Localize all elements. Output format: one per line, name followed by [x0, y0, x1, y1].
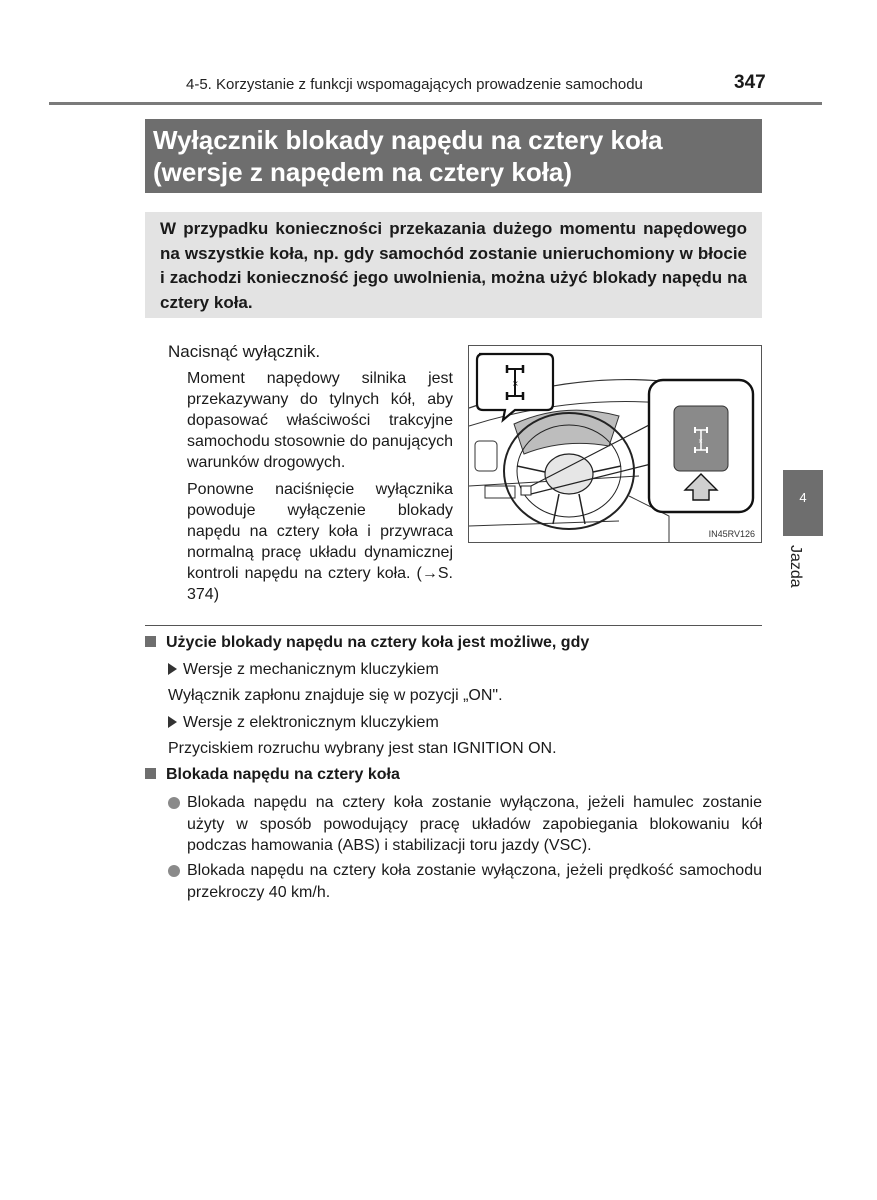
dashboard-illustration	[468, 345, 762, 543]
square-marker-icon	[145, 768, 156, 779]
step-title: Nacisnąć wyłącznik.	[168, 342, 321, 361]
section-rule	[145, 625, 762, 626]
list-item-text: Blokada napędu na cztery koła zostanie wyłączona, jeżeli hamulec zostanie użyty w sposób powodujący pracę układów zapobiegania blokowaniu kół podczas hamowania (ABS) i stabilizacji toru jazdy (VSC).	[187, 794, 762, 854]
section-heading-1	[145, 634, 589, 652]
version-line-electronic	[168, 714, 439, 732]
triangle-marker-icon	[168, 663, 177, 675]
header-rule	[49, 102, 822, 105]
section-heading-1-text: Użycie blokady napędu na cztery koła jest możliwe, gdy	[166, 634, 590, 651]
bullet-dot-icon	[168, 797, 180, 809]
section-title	[145, 119, 762, 193]
bullet-dot-icon	[168, 865, 180, 877]
dashboard-drawing	[469, 346, 762, 543]
list-item	[168, 792, 762, 857]
figure-code: IN45RV126	[708, 529, 755, 539]
version-line-mechanical	[168, 661, 439, 679]
step-paragraph-2: Ponowne naciśnięcie wyłącznika powoduje wyłączenie blokady napędu na cztery koła i przywraca normalną pracę układu dynamicznej kontroli napędu na cztery koła. (→S. 374)	[187, 481, 453, 603]
version-electronic-text: Wersje z elektronicznym kluczykiem	[183, 714, 439, 731]
title-line-2: (wersje z napędem na cztery koła)	[153, 157, 573, 187]
square-marker-icon	[145, 636, 156, 647]
step-paragraph-1: Moment napędowy silnika jest przekazywany do tylnych kół, aby dopasować właściwości trakcyjne samochodu stosownie do panujących warunków drogowych.	[187, 370, 453, 471]
chapter-tab: 4	[783, 470, 823, 536]
intro-box: W przypadku konieczności przekazania dużego momentu napędowego na wszystkie koła, np. gdy samochód zostanie unieruchomiony w błocie i zachodzi konieczność jego uwolnienia, można użyć blokady napędu na cztery koła.	[145, 212, 762, 318]
condition-line-1: Wyłącznik zapłonu znajduje się w pozycji „ON".	[168, 687, 503, 704]
triangle-marker-icon	[168, 716, 177, 728]
svg-text:×: ×	[512, 379, 519, 388]
version-mechanical-text: Wersje z mechanicznym kluczykiem	[183, 661, 439, 678]
condition-line-2: Przyciskiem rozruchu wybrany jest stan IGNITION ON.	[168, 740, 557, 757]
page-number: 347	[734, 72, 766, 93]
chapter-label: Jazda	[787, 545, 804, 588]
list-item	[168, 860, 762, 903]
svg-text:×: ×	[698, 438, 704, 445]
list-item-text: Blokada napędu na cztery koła zostanie wyłączona, jeżeli prędkość samochodu przekroczy 40 km/h.	[187, 862, 762, 901]
title-line-1: Wyłącznik blokady napędu na cztery koła	[153, 125, 663, 155]
section-heading-2	[145, 766, 400, 784]
running-header: 4-5. Korzystanie z funkcji wspomagających prowadzenie samochodu	[186, 76, 643, 93]
section-heading-2-text: Blokada napędu na cztery koła	[166, 766, 400, 783]
step-body	[187, 368, 453, 611]
